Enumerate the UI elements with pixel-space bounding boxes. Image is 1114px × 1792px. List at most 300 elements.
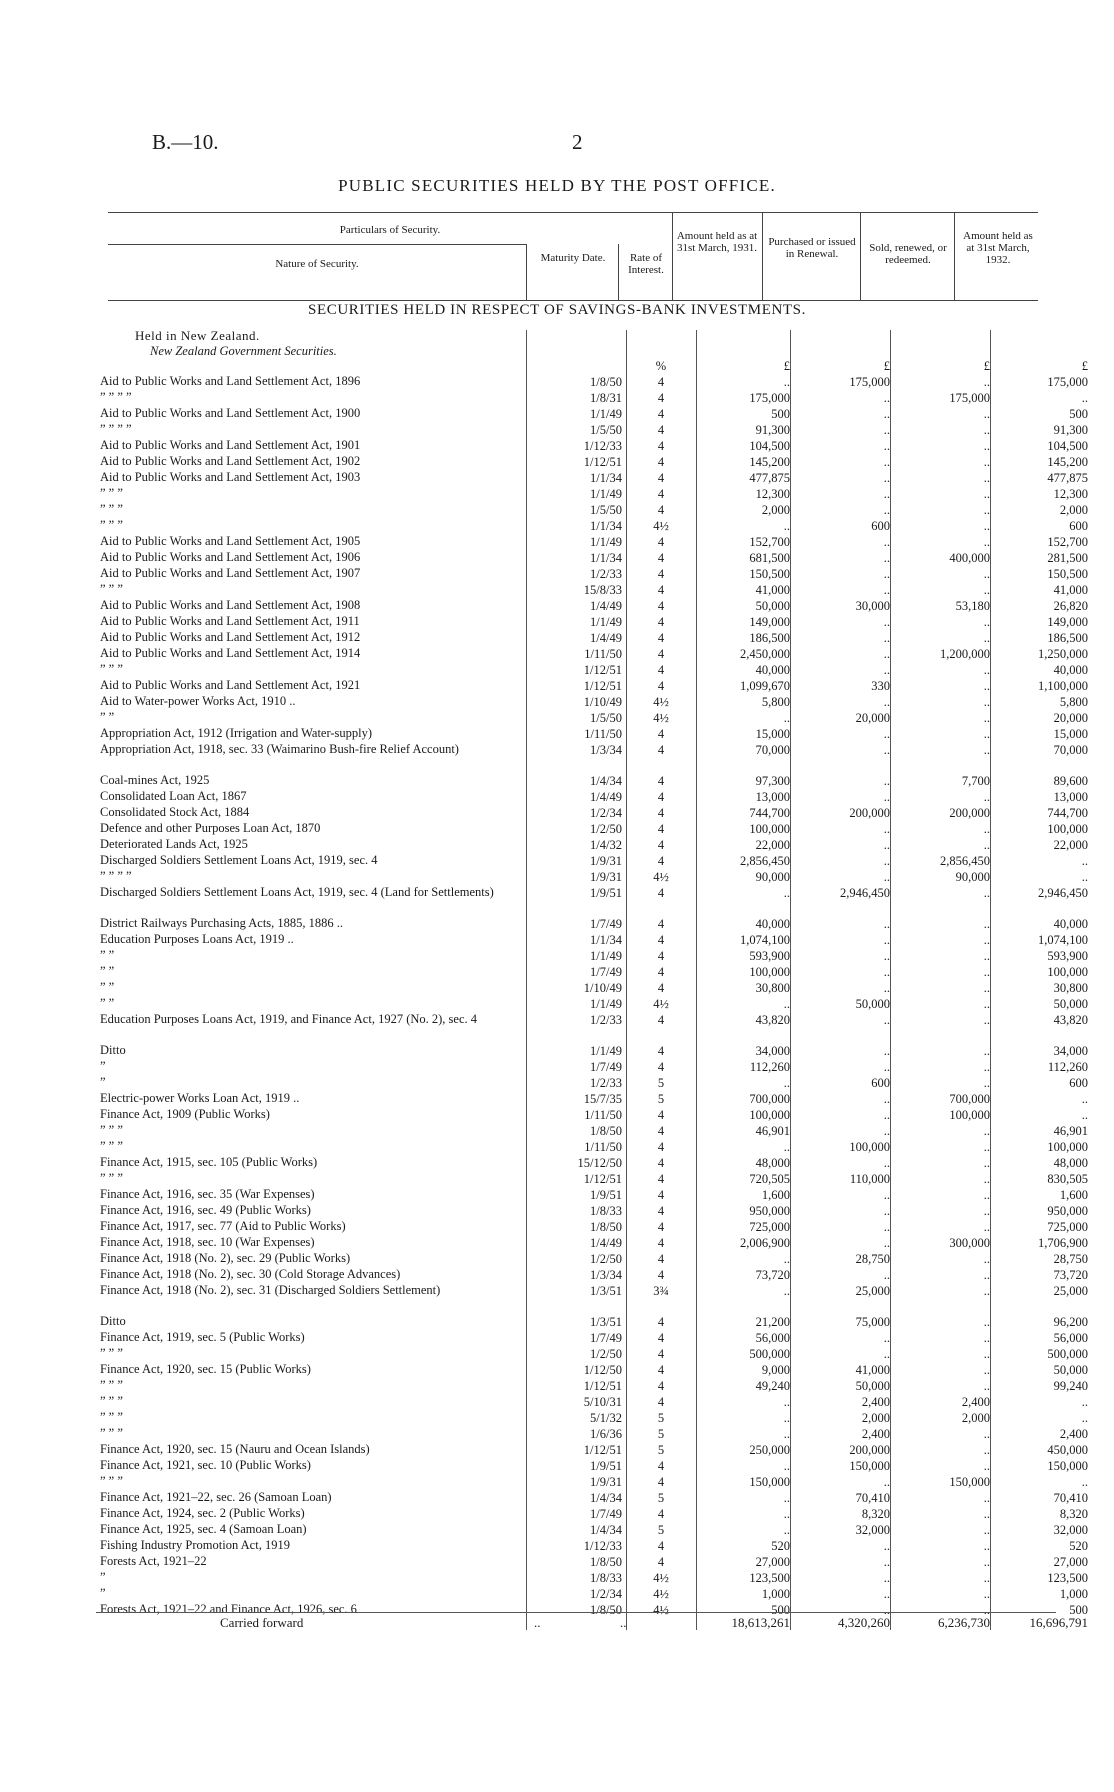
purchased: ..: [883, 981, 890, 995]
security-name: Aid to Public Works and Land Settlement Act, 1908: [100, 598, 361, 612]
purchased: ..: [883, 583, 890, 597]
maturity-date: 1/10/49: [583, 981, 622, 995]
sold: ..: [983, 663, 990, 677]
sold: ..: [983, 375, 990, 389]
interest-rate: 4: [657, 647, 665, 661]
held-1931: 5,800: [761, 695, 790, 709]
table-row: [96, 1075, 1088, 1091]
header-top-rule: [108, 212, 1038, 213]
table-row: [96, 1139, 1088, 1155]
sold: ..: [983, 1140, 990, 1154]
maturity-date: 1/12/51: [583, 679, 622, 693]
held-1932: 8,320: [1059, 1507, 1088, 1521]
maturity-date: 1/12/33: [583, 439, 622, 453]
security-name: ”: [100, 1075, 106, 1089]
maturity-date: 1/4/49: [590, 1236, 622, 1250]
maturity-date: 5/1/32: [590, 1411, 622, 1425]
purchased: ..: [883, 1156, 890, 1170]
interest-rate: 4: [657, 407, 665, 421]
header-held-1932: Amount held as at 31st March, 1932.: [963, 230, 1033, 266]
purchased: 2,400: [861, 1395, 890, 1409]
purchased: 20,000: [855, 711, 890, 725]
security-name: Appropriation Act, 1912 (Irrigation and Water-supply): [100, 726, 373, 740]
held-1931: ..: [783, 1140, 790, 1154]
purchased: ..: [883, 774, 890, 788]
held-1932: 450,000: [1047, 1443, 1088, 1457]
interest-rate: 4: [657, 727, 665, 741]
page-number: 2: [572, 130, 583, 154]
section-subheading: New Zealand Government Securities.: [150, 344, 337, 358]
held-1931: 500,000: [749, 1347, 790, 1361]
table-row: [96, 821, 1088, 837]
maturity-date: 1/8/33: [590, 1204, 622, 1218]
interest-rate: 4: [657, 965, 665, 979]
purchased: ..: [883, 1268, 890, 1282]
purchased: ..: [883, 949, 890, 963]
held-1932: 91,300: [1053, 423, 1088, 437]
held-1931: 100,000: [749, 1108, 790, 1122]
table-row: [96, 932, 1088, 948]
maturity-date: 15/8/33: [583, 583, 622, 597]
held-1931: 123,500: [749, 1571, 790, 1585]
interest-rate: 4: [657, 503, 665, 517]
header-particulars: Particulars of Security.: [339, 224, 441, 236]
maturity-date: 1/7/49: [590, 1060, 622, 1074]
held-1931: 250,000: [749, 1443, 790, 1457]
interest-rate: 4: [657, 551, 665, 565]
held-1932: 89,600: [1053, 774, 1088, 788]
interest-rate: 4: [657, 599, 665, 613]
sold: ..: [983, 519, 990, 533]
purchased-unit: £: [883, 359, 890, 373]
interest-rate: 4: [657, 1220, 665, 1234]
security-name: Finance Act, 1909 (Public Works): [100, 1107, 270, 1121]
sold: ..: [983, 487, 990, 501]
held-1931: ..: [783, 1395, 790, 1409]
held-1931: 1,000: [761, 1587, 790, 1601]
held-1931: ..: [783, 1252, 790, 1266]
held-1931: 73,720: [755, 1268, 790, 1282]
sold: ..: [983, 423, 990, 437]
maturity-date: 1/1/34: [590, 519, 622, 533]
held-1932: 70,410: [1053, 1491, 1088, 1505]
maturity-date: 1/9/31: [590, 870, 622, 884]
maturity-date: 1/1/49: [590, 535, 622, 549]
security-name: Finance Act, 1917, sec. 77 (Aid to Public Works): [100, 1219, 346, 1233]
table-row: [96, 1012, 1088, 1043]
table-row: [96, 1506, 1088, 1522]
security-name: Finance Act, 1921, sec. 10 (Public Works): [100, 1458, 311, 1472]
held-1931: ..: [783, 1491, 790, 1505]
maturity-date: 1/8/50: [590, 1220, 622, 1234]
security-name: ” ” ”: [100, 1123, 123, 1137]
held-1932: 41,000: [1053, 583, 1088, 597]
header-divider: [954, 212, 955, 300]
table-row: [96, 406, 1088, 422]
held-1931: 34,000: [755, 1044, 790, 1058]
table-row: [96, 710, 1088, 726]
maturity-date: 1/1/49: [590, 487, 622, 501]
security-name: Finance Act, 1921–22, sec. 26 (Samoan Loan): [100, 1490, 332, 1504]
sold: ..: [983, 886, 990, 900]
purchased: ..: [883, 439, 890, 453]
header-divider: [526, 244, 527, 300]
held-1931: 149,000: [749, 615, 790, 629]
interest-rate: 4½: [653, 1587, 669, 1601]
maturity-date: 1/7/49: [590, 1331, 622, 1345]
interest-rate: 4: [657, 1347, 665, 1361]
interest-rate: 5: [657, 1076, 665, 1090]
security-name: ” ” ”: [100, 1171, 123, 1185]
interest-rate: 4: [657, 1140, 665, 1154]
held-1932: 145,200: [1047, 455, 1088, 469]
sold: ..: [983, 695, 990, 709]
security-name: Education Purposes Loans Act, 1919 ..: [100, 932, 294, 946]
sold: 400,000: [949, 551, 990, 565]
held-1932: 500,000: [1047, 1347, 1088, 1361]
maturity-date: 1/3/34: [590, 743, 622, 757]
security-name: ” ” ”: [100, 502, 123, 516]
table-row: [96, 1378, 1088, 1394]
purchased: ..: [883, 631, 890, 645]
sold: ..: [983, 407, 990, 421]
table-row: [96, 916, 1088, 932]
held-1932: 593,900: [1047, 949, 1088, 963]
held-1931: 1,600: [761, 1188, 790, 1202]
held-1932: 99,240: [1053, 1379, 1088, 1393]
held-1932: 13,000: [1053, 790, 1088, 804]
sold: 2,400: [961, 1395, 990, 1409]
page-title: PUBLIC SECURITIES HELD BY THE POST OFFICE.: [338, 176, 776, 195]
security-name: Finance Act, 1916, sec. 49 (Public Works): [100, 1203, 311, 1217]
held-1932: 1,600: [1059, 1188, 1088, 1202]
table-row: [96, 630, 1088, 646]
maturity-date: 1/4/34: [590, 774, 622, 788]
interest-rate: 4: [657, 1475, 665, 1489]
maturity-date: 1/8/50: [590, 1603, 622, 1617]
interest-rate: 4: [657, 822, 665, 836]
table-row: [96, 502, 1088, 518]
interest-rate: 4: [657, 838, 665, 852]
table-row: [96, 678, 1088, 694]
table-row: [96, 390, 1088, 406]
purchased: 100,000: [849, 1140, 890, 1154]
interest-rate: 4½: [653, 870, 669, 884]
security-name: ” ”: [100, 996, 115, 1010]
held-1931: 49,240: [755, 1379, 790, 1393]
interest-rate: 4: [657, 1060, 665, 1074]
table-row: [96, 805, 1088, 821]
sold: 53,180: [955, 599, 990, 613]
table-row: [96, 486, 1088, 502]
held-1931: 186,500: [749, 631, 790, 645]
maturity-date: 1/2/50: [590, 1252, 622, 1266]
held-1931: 70,000: [755, 743, 790, 757]
maturity-date: 1/1/49: [590, 949, 622, 963]
security-name: ” ” ”: [100, 1346, 123, 1360]
security-name: ” ” ”: [100, 1474, 123, 1488]
sold: ..: [983, 503, 990, 517]
maturity-date: 15/7/35: [583, 1092, 622, 1106]
sold: ..: [983, 679, 990, 693]
security-name: Aid to Public Works and Land Settlement Act, 1911: [100, 614, 360, 628]
purchased: ..: [883, 455, 890, 469]
table-header: [108, 212, 1038, 312]
security-name: Aid to Public Works and Land Settlement Act, 1901: [100, 438, 361, 452]
sold: ..: [983, 1060, 990, 1074]
sold: ..: [983, 1347, 990, 1361]
table-row: [96, 1091, 1088, 1107]
held-1932: 104,500: [1047, 439, 1088, 453]
interest-rate: 4: [657, 535, 665, 549]
held-1931: 41,000: [755, 583, 790, 597]
interest-rate: 4: [657, 567, 665, 581]
table-row: [96, 1059, 1088, 1075]
maturity-date: 1/1/34: [590, 933, 622, 947]
total-purchased: 4,320,260: [838, 1615, 890, 1630]
held-1931: 2,006,900: [740, 1236, 790, 1250]
security-name: Aid to Public Works and Land Settlement Act, 1906: [100, 550, 361, 564]
interest-rate: 4: [657, 663, 665, 677]
table-row: [96, 948, 1088, 964]
security-name: ” ” ” ”: [100, 422, 132, 436]
security-name: ” ” ”: [100, 1410, 123, 1424]
total-sold: 6,236,730: [938, 1615, 990, 1630]
interest-rate: 4: [657, 583, 665, 597]
table-row: [96, 438, 1088, 454]
purchased: ..: [883, 487, 890, 501]
held-1931: ..: [783, 1284, 790, 1298]
interest-rate: 4: [657, 806, 665, 820]
purchased: ..: [883, 647, 890, 661]
table-row: [96, 646, 1088, 662]
held-1932: 281,500: [1047, 551, 1088, 565]
table-row: [96, 534, 1088, 550]
security-name: ” ” ” ”: [100, 869, 132, 883]
purchased: ..: [883, 695, 890, 709]
interest-rate: 4: [657, 455, 665, 469]
purchased: 110,000: [849, 1172, 890, 1186]
security-name: ” ” ”: [100, 518, 123, 532]
security-name: ” ” ”: [100, 582, 123, 596]
interest-rate: 4: [657, 1268, 665, 1282]
held-1931: 1,099,670: [740, 679, 790, 693]
held-1932: 150,000: [1047, 1459, 1088, 1473]
interest-rate: 4½: [653, 711, 669, 725]
held-1931: 50,000: [755, 599, 790, 613]
interest-rate: 3¾: [653, 1284, 669, 1298]
held-1932: 50,000: [1053, 1363, 1088, 1377]
table-row: [96, 742, 1088, 773]
security-name: Finance Act, 1924, sec. 2 (Public Works): [100, 1506, 305, 1520]
interest-rate: 4: [657, 375, 665, 389]
held-1931: 90,000: [755, 870, 790, 884]
purchased: ..: [883, 1092, 890, 1106]
held-1932: ..: [1081, 1475, 1088, 1489]
header-rate: Rate of Interest.: [628, 252, 664, 276]
held-1932: 56,000: [1053, 1331, 1088, 1345]
held-1931: 21,200: [755, 1315, 790, 1329]
sold: ..: [983, 743, 990, 757]
maturity-date: 1/12/51: [583, 1443, 622, 1457]
table-row: [96, 1203, 1088, 1219]
held-1932: 186,500: [1047, 631, 1088, 645]
held-1932: ..: [1081, 1092, 1088, 1106]
held-1931: 22,000: [755, 838, 790, 852]
maturity-date: 15/12/50: [577, 1156, 622, 1170]
security-name: Discharged Soldiers Settlement Loans Act, 1919, sec. 4: [100, 853, 378, 867]
sold: ..: [983, 1379, 990, 1393]
held-1931: 15,000: [755, 727, 790, 741]
table-row: [96, 1314, 1088, 1330]
maturity-date: 1/9/51: [590, 1459, 622, 1473]
header-maturity: Maturity Date.: [540, 252, 606, 264]
security-name: Forests Act, 1921–22: [100, 1554, 207, 1568]
held-1932: 12,300: [1053, 487, 1088, 501]
purchased: 200,000: [849, 1443, 890, 1457]
sold: ..: [983, 727, 990, 741]
purchased: 32,000: [855, 1523, 890, 1537]
security-name: Education Purposes Loans Act, 1919, and Finance Act, 1927 (No. 2), sec. 4: [100, 1012, 478, 1026]
maturity-date: 1/3/51: [590, 1315, 622, 1329]
held-1931: 100,000: [749, 965, 790, 979]
purchased: ..: [883, 551, 890, 565]
interest-rate: 4: [657, 1555, 665, 1569]
purchased: ..: [883, 471, 890, 485]
security-name: ” ”: [100, 964, 115, 978]
held-1932: 26,820: [1053, 599, 1088, 613]
sold: ..: [983, 1363, 990, 1377]
sold: 2,856,450: [940, 854, 990, 868]
security-name: Finance Act, 1920, sec. 15 (Nauru and Ocean Islands): [100, 1442, 370, 1456]
held-1932: 70,000: [1053, 743, 1088, 757]
held-1932: 20,000: [1053, 711, 1088, 725]
purchased: ..: [883, 663, 890, 677]
maturity-date: 5/10/31: [583, 1395, 622, 1409]
section-held-heading: Held in New Zealand.: [135, 328, 260, 343]
sold: ..: [983, 1076, 990, 1090]
held-1932: 34,000: [1053, 1044, 1088, 1058]
table-row: [96, 1171, 1088, 1187]
maturity-date: 1/2/50: [590, 1347, 622, 1361]
sold: ..: [983, 455, 990, 469]
purchased: 41,000: [855, 1363, 890, 1377]
purchased: 75,000: [855, 1315, 890, 1329]
maturity-date: 1/11/50: [584, 727, 622, 741]
held-1932: 744,700: [1047, 806, 1088, 820]
held-1931: ..: [783, 1459, 790, 1473]
table-row: [96, 1251, 1088, 1267]
purchased: ..: [883, 1539, 890, 1553]
purchased: ..: [883, 1204, 890, 1218]
held-1931: 97,300: [755, 774, 790, 788]
table-row: [96, 598, 1088, 614]
held-1932: 46,901: [1053, 1124, 1088, 1138]
table-row: [96, 1219, 1088, 1235]
held-1931: ..: [783, 1427, 790, 1441]
security-name: ” ” ”: [100, 1378, 123, 1392]
maturity-date: 1/8/50: [590, 1124, 622, 1138]
held-1931: 2,856,450: [740, 854, 790, 868]
table-row: [96, 1538, 1088, 1554]
held-1932: 149,000: [1047, 615, 1088, 629]
purchased: 50,000: [855, 997, 890, 1011]
sold: ..: [983, 933, 990, 947]
total-held-1931: 18,613,261: [731, 1615, 790, 1630]
purchased: ..: [883, 917, 890, 931]
held-1932: 100,000: [1047, 965, 1088, 979]
interest-rate: 4: [657, 439, 665, 453]
interest-rate: 4: [657, 1204, 665, 1218]
table-row: [96, 1458, 1088, 1474]
held-1931: 152,700: [749, 535, 790, 549]
purchased: ..: [883, 965, 890, 979]
held-1932: 73,720: [1053, 1268, 1088, 1282]
held-1932: 50,000: [1053, 997, 1088, 1011]
maturity-date: 1/3/51: [590, 1284, 622, 1298]
maturity-date: 1/2/34: [590, 1587, 622, 1601]
held-1931: 2,450,000: [740, 647, 790, 661]
table-row: [96, 422, 1088, 438]
maturity-date: 1/12/51: [583, 455, 622, 469]
security-name: Aid to Public Works and Land Settlement Act, 1912: [100, 630, 361, 644]
purchased: 70,410: [855, 1491, 890, 1505]
table-row: [96, 773, 1088, 789]
security-name: Aid to Public Works and Land Settlement Act, 1896: [100, 374, 361, 388]
maturity-date: 1/7/49: [590, 1507, 622, 1521]
sold: ..: [983, 1188, 990, 1202]
held-1932: 152,700: [1047, 535, 1088, 549]
table-row: [96, 1187, 1088, 1203]
held-1932: ..: [1081, 1411, 1088, 1425]
security-name: ” ” ”: [100, 1394, 123, 1408]
table-row: [96, 1522, 1088, 1538]
table-row: [96, 1474, 1088, 1490]
sold: ..: [983, 838, 990, 852]
purchased: ..: [883, 743, 890, 757]
purchased: ..: [883, 1475, 890, 1489]
maturity-date: 1/9/31: [590, 854, 622, 868]
held-1932: ..: [1081, 1395, 1088, 1409]
held-1931: ..: [783, 997, 790, 1011]
units-row: [96, 358, 1088, 374]
held-1931: 950,000: [749, 1204, 790, 1218]
header-divider: [618, 244, 619, 300]
held-1931: 720,505: [749, 1172, 790, 1186]
sold: ..: [983, 567, 990, 581]
sold: ..: [983, 615, 990, 629]
held-1932: 725,000: [1047, 1220, 1088, 1234]
held-1931-unit: £: [783, 359, 790, 373]
carried-forward-maturity: ..: [534, 1615, 541, 1630]
interest-rate: 4: [657, 1044, 665, 1058]
held-1931: 520: [771, 1539, 790, 1553]
interest-rate: 5: [657, 1491, 665, 1505]
held-1932: 32,000: [1053, 1523, 1088, 1537]
interest-rate: 4: [657, 471, 665, 485]
maturity-date: 1/8/33: [590, 1571, 622, 1585]
interest-rate: 4½: [653, 695, 669, 709]
maturity-date: 1/9/51: [590, 886, 622, 900]
interest-rate: 4: [657, 1315, 665, 1329]
sold: 300,000: [949, 1236, 990, 1250]
held-1932: 1,706,900: [1038, 1236, 1088, 1250]
table-row: [96, 566, 1088, 582]
held-1932: 1,250,000: [1038, 647, 1088, 661]
security-name: ”: [100, 1059, 106, 1073]
interest-rate: 4: [657, 1363, 665, 1377]
securities-table: [96, 358, 1088, 1618]
